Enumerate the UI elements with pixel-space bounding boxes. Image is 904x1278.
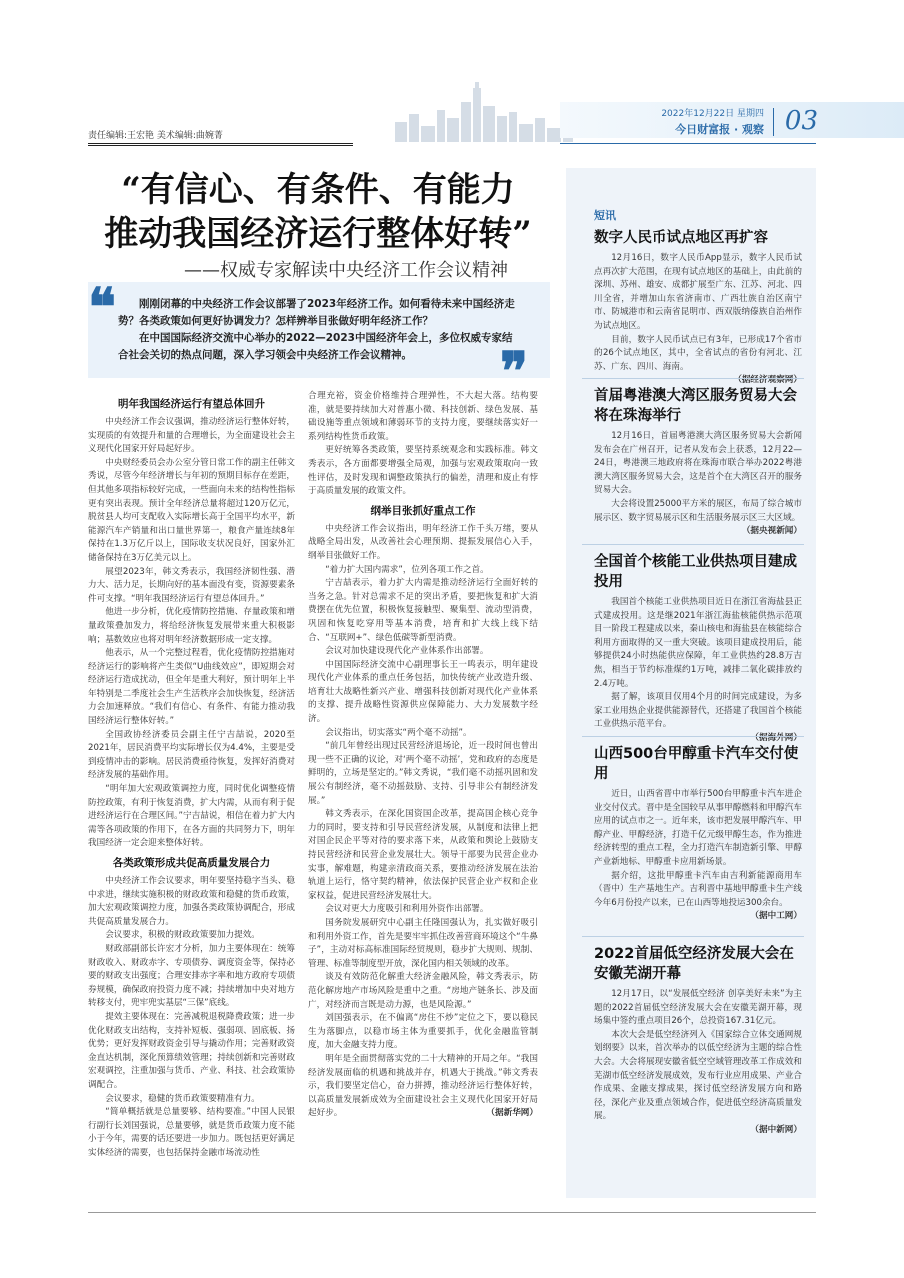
brief-divider [582, 936, 804, 937]
paragraph: 合理充裕，资金价格维持合理弹性，不大起大落。结构要准，就是要持续加大对普惠小微、科技创新、绿色发展、基础设施等重点领域和薄弱环节的支持力度，要继续落实好一系列结构性货币政策。 [308, 391, 538, 442]
paragraph: 国务院发展研究中心副主任隆国强认为，扎实做好吸引和利用外资工作，首先是要牢牢抓住改善营商环境这个“牛鼻子”，主动对标高标准国际经贸规则，稳步扩大规则、规制、管理、标准等制度型开放，深化国内相关领域的改革。 [308, 917, 538, 969]
lead-text [118, 296, 516, 364]
brief-divider [582, 736, 804, 737]
paragraph: “明年加大宏观政策调控力度，同时优化调整疫情防控政策，有利于恢复消费，扩大内需，从而有利于促进经济运行在合理区间。”宁吉喆说，相信在着力扩大内需等各项政策的作用下，在各方面的共同努力下，明年我国经济一定会迎来整体好转。 [88, 784, 295, 849]
brief-paragraph: 近日，山西省晋中市举行500台甲醇重卡汽车进企业交付仪式。晋中是全国较早从事甲醇燃料和甲醇汽车应用的试点市之一。近年来，该市把发展甲醇汽车、甲醇产业、甲醇经济，打造千亿元级甲醇生态，作为推进经济转型的重点工程，全力打造汽车制造新引擎、甲醇产业新地标、甲醇重卡应用新场景。 [594, 789, 802, 867]
article-title [88, 168, 548, 256]
title-line-1: “有信心、有条件、有能力 [121, 170, 515, 210]
paragraph: 中央经济工作会议强调，推动经济运行整体好转，实现质的有效提升和量的合理增长，为全面建设社会主义现代化国家开好局起好步。 [88, 417, 295, 455]
brief-divider [582, 544, 804, 545]
paragraph: 财政部副部长许宏才分析，加力主要体现在：统筹财政收入、财政赤字、专项债券、调度资金等，保持必要的财政支出强度；合理安排赤字率和地方政府专项债券规模，确保政府投资力度不减；持续增加中央对地方转移支付，兜牢兜实基层“三保”底线。 [88, 943, 295, 1009]
brief-title: 山西500台甲醇重卡汽车交付使用 [594, 746, 799, 782]
header-rule-right [560, 143, 816, 144]
page-header [0, 0, 904, 145]
paragraph: 全国政协经济委员会副主任宁吉喆说，2020至2021年，居民消费平均实际增长仅为4.4%，主要是受到疫情冲击的影响。居民消费亟待恢复，发挥好消费对经济发展的基础作用。 [88, 729, 295, 781]
paragraph: 韩文秀表示，在深化国资国企改革，提高国企核心竞争力的同时，要支持和引导民营经济发展，从制度和法律上把对国企民企平等对待的要求落下来，从政策和舆论上鼓励支持民营经济和民营企业发展壮大。领导干部要为民营企业办实事，解难题，构建亲清政商关系，要推动经济发展在法治轨道上运行，恪守契约精神，依法保护民营企业产权和企业家权益，促进民营经济发展壮大。 [308, 809, 538, 901]
brief-source: （据央视新闻） [741, 526, 802, 537]
issue-date: 2022年12月22日 星期四 [661, 109, 764, 119]
editor-credits: 责任编辑:王宏艳 美术编辑:曲婉菁 [88, 131, 223, 141]
brief-item [594, 744, 802, 924]
brief-paragraph: 据了解，该项目仅用4个月的时间完成建设，为多家工业用热企业提供能源替代，还搭建了我国首个核能工业供热示范平台。 [594, 692, 802, 730]
paragraph: “前几年曾经出现过民营经济退场论，近一段时间也曾出现一些不正确的议论，对‘两个毫不动摇’，党和政府的态度是鲜明的，立场是坚定的。”韩文秀说，“我们毫不动摇巩固和发展公有制经济，毫不动摇鼓励、支持、引导非公有制经济发展。” [308, 741, 538, 806]
brief-paragraph: 大会将设置25000平方米的展区，布局了综合城市展示区、数字贸易展示区和生活服务展示区三大区域。 [594, 498, 802, 523]
paragraph: 会议要求，积极的财政政策要加力提效。 [105, 930, 260, 941]
article-column-2 [308, 390, 538, 1121]
paragraph: 展望2023年，韩文秀表示，我国经济韧性强、潜力大、活力足，长期向好的基本面没有变，资源要素条件可支撑。“明年我国经济运行有望总体回升。” [88, 566, 295, 604]
brief-source: （据中工网） [750, 911, 802, 922]
lead-paragraph: 在中国国际经济交流中心举办的2022—2023中国经济年会上，多位权威专家结合社会关切的热点问题，深入学习领会中央经济工作会议精神。 [118, 332, 513, 361]
paragraph: 提效主要体现在：完善减税退税降费政策；进一步优化财政支出结构，支持补短板、强弱项、固底板、扬优势；更好发挥财政资金引导与撬动作用；完善财政资金直达机制，深化预算绩效管理；持续创新和完善财政宏观调控，注重加强与货币、产业、科技、社会政策协调配合。 [88, 1011, 295, 1090]
brief-title: 全国首个核能工业供热项目建成投用 [594, 554, 797, 590]
brief-item [594, 228, 802, 388]
paragraph: 会议指出，切实落实“两个毫不动摇”。 [325, 727, 472, 738]
paragraph [308, 1053, 538, 1121]
brief-paragraph: 我国首个核能工业供热项目近日在浙江省海盐县正式建成投用。这是继2021年浙江海盐核能供热示范项目一阶段工程建成以来，秦山核电和海盐县在核能综合利用方面取得的又一重大突破。该项目建成投用后，能够提供24小时热能供应保障，年工业供热约28.8万吉焦，相当于节约标准煤约1万吨，减排二氧化碳排放约2.4万吨。 [594, 597, 802, 689]
paragraph: “简单概括就是总量要够、结构要准。”中国人民银行副行长刘国强说，总量要够，就是货币政策力度不能小于今年，需要的话还要进一步加力。既包括更好满足实体经济的需要，也包括保持金融市场流动性 [88, 1107, 295, 1158]
header-rule-left [88, 143, 353, 146]
paragraph-text: 明年是全面贯彻落实党的二十大精神的开局之年。“我国经济发展面临的机遇和挑战并存，机遇大于挑战。”韩文秀表示，我们要坚定信心，奋力拼搏，推动经济运行整体好转，以高质量发展新成效为全面建设社会主义现代化国家开好局起好步。 [308, 1053, 538, 1119]
paragraph: 更好统筹各类政策，要坚持系统观念和实践标准。韩文秀表示，各方面都要增强全局观，加强与宏观政策取向一致性评估，及时发现和调整政策执行的偏差，清理和废止有悖于高质量发展的政策文件。 [308, 445, 538, 497]
paragraph: 中央财经委员会办公室分管日常工作的副主任韩文秀说，尽管今年经济增长与年初的预期目标存在差距，但其他多项指标较好完成，一些面向未来的结构性指标更有突出表现。预计全年经济总量将超过120万亿元，脱贫县人均可支配收入实际增长高于全国平均水平，新能源汽车产销量和出口量世界第一，粮食产量连续8年保持在1.3万亿斤以上，国际收支状况良好，国家外汇储备保持在3万亿美元以上。 [88, 457, 295, 563]
paragraph: 他表示，从一个完整过程看，优化疫情防控措施对经济运行的影响将产生类似“U曲线效应”，即短期会对经济运行造成扰动，但全年是重大利好，预计明年上半年特别是二季度社会生产生活秩序会加快恢复，经济活力会加速释放。“我们有信心、有条件、有能力推动我国经济运行整体好转。” [88, 648, 295, 727]
section-name: 今日财富报 · 观察 [675, 123, 764, 136]
brief-title: 首届粤港澳大湾区服务贸易大会将在珠海举行 [594, 388, 797, 424]
brief-source: （据中新网） [750, 1124, 802, 1135]
paragraph: 刘国强表示，在不偏离“房住不炒”定位之下，要以稳民生为落脚点，以稳市场主体为重要抓手，优化金融监管制度，加大金融支持力度。 [308, 1013, 538, 1051]
page-number: 03 [784, 106, 818, 136]
brief-item [594, 386, 802, 539]
brief-title: 数字人民币试点地区再扩容 [594, 230, 768, 246]
paragraph: 中央经济工作会议要求，明年要坚持稳字当头、稳中求进，继续实施积极的财政政策和稳健的货币政策，加大宏观政策调控力度，加强各类政策协调配合，形成共促高质量发展合力。 [88, 876, 295, 927]
brief-paragraph: 本次大会是低空经济列入《国家综合立体交通网规划纲要》以来，首次举办的以低空经济为主题的综合性大会。大会将展现安徽省低空空域管理改革工作成效和芜湖市低空经济发展成效，发布行业应用成果、产业合作成果、金融支撑成果，探讨低空经济发展方向和路径，深化产业及重点领域合作，促进低空经济高质量发展。 [594, 1029, 802, 1122]
paragraph: 会议要求，稳健的货币政策要精准有力。 [105, 1093, 260, 1104]
brief-paragraph: 目前，数字人民币试点已有3年，已形成17个省市的26个试点地区，其中，全省试点的省份有河北、江苏、广东、四川、海南。 [594, 334, 802, 372]
paragraph: 中央经济工作会议指出，明年经济工作千头万绪，要从战略全局出发，从改善社会心理预期、提振发展信心入手，纲举目张做好工作。 [308, 523, 538, 561]
article-column-1 [88, 392, 295, 1160]
article-subtitle: ——权威专家解读中央经济工作会议精神 [184, 260, 508, 281]
paragraph: “着力扩大国内需求”，位列各项工作之首。 [325, 564, 489, 575]
section-heading: 各类政策形成共促高质量发展合力 [112, 857, 271, 869]
brief-item [594, 944, 802, 1138]
page-bottom-rule [88, 1212, 816, 1213]
title-line-2: 推动我国经济运行整体好转” [104, 214, 532, 254]
section-heading: 明年我国经济运行有望总体回升 [118, 398, 265, 410]
brief-source: （据海外网） [750, 732, 802, 743]
paragraph: 会议对更大力度吸引和利用外资作出部署。 [325, 904, 489, 915]
open-quote-icon: ❝ [88, 277, 116, 338]
brief-item [594, 552, 802, 746]
section-heading: 纲举目张抓好重点工作 [370, 504, 476, 517]
sidebar-label: 短讯 [594, 209, 616, 222]
brief-paragraph: 据介绍，这批甲醇重卡汽车由吉利新能源商用车（晋中）生产基地生产。吉利晋中基地甲醇重卡生产线今年6月份投产以来，已在山西等地投运300余台。 [594, 870, 802, 908]
paragraph: 宁吉喆表示，着力扩大内需是推动经济运行全面好转的当务之急。针对总需求不足的突出矛盾，要把恢复和扩大消费摆在优先位置，积极恢复接触型、聚集型、流动型消费，巩固和恢复吃穿用等基本消费，培育和扩大线上线下结合、“互联网+”、绿色低碳等新型消费。 [308, 578, 538, 643]
brief-paragraph: 12月17日，以“发展低空经济 创享美好未来”为主题的2022首届低空经济发展大会在安徽芜湖开幕，现场集中签约重点项目26个，总投资167.31亿元。 [594, 989, 802, 1027]
close-quote-icon: ❞ [500, 341, 528, 402]
paragraph: 他进一步分析，优化疫情防控措施、存量政策和增量政策叠加发力，将给经济恢复发展带来重大积极影响；基数效应也将对明年经济数据形成一定支撑。 [88, 607, 295, 645]
article-source: （据新华网） [486, 1108, 538, 1119]
brief-source: （据经济观察网） [733, 375, 802, 386]
lead-paragraph: 刚刚闭幕的中央经济工作会议部署了2023年经济工作。如何看待未来中国经济走势？各类政策如何更好协调发力？怎样辨举目张做好明年经济工作？ [118, 298, 515, 327]
brief-paragraph: 12月16日，数字人民币App显示，数字人民币试点再次扩大范围，在现有试点地区的基础上，由此前的深圳、苏州、雄安、成都扩展至广东、江苏、河北、四川全省，并增加山东省济南市、广西壮族自治区南宁市、防城港市和云南省昆明市、西双版纳傣族自治州作为试点地区。 [594, 253, 802, 331]
skyline-illustration [385, 82, 585, 142]
paragraph: 谈及有效防范化解重大经济金融风险，韩文秀表示，防范化解房地产市场风险是重中之重。“房地产链条长、涉及面广，对经济而言既是动力源，也是风险源。” [308, 972, 538, 1010]
header-divider [773, 108, 774, 136]
paragraph: 会议对加快建设现代化产业体系作出部署。 [325, 646, 489, 657]
brief-title: 2022首届低空经济发展大会在安徽芜湖开幕 [594, 946, 794, 982]
brief-paragraph: 12月16日，首届粤港澳大湾区服务贸易大会新闻发布会在广州召开，记者从发布会上获悉，12月22—24日，粤港澳三地政府将在珠海市联合举办2022粤港澳大湾区服务贸易大会，这是首个在大湾区召开的服务贸易大会。 [594, 431, 802, 496]
paragraph: 中国国际经济交流中心副理事长王一鸣表示，明年建设现代化产业体系的重点任务包括，加快传统产业改造升级、培育壮大战略性新兴产业、增强科技创新对现代化产业体系的支撑、提升战略性资源供应保障能力、大力发展数字经济。 [308, 659, 538, 725]
brief-divider [582, 378, 804, 379]
